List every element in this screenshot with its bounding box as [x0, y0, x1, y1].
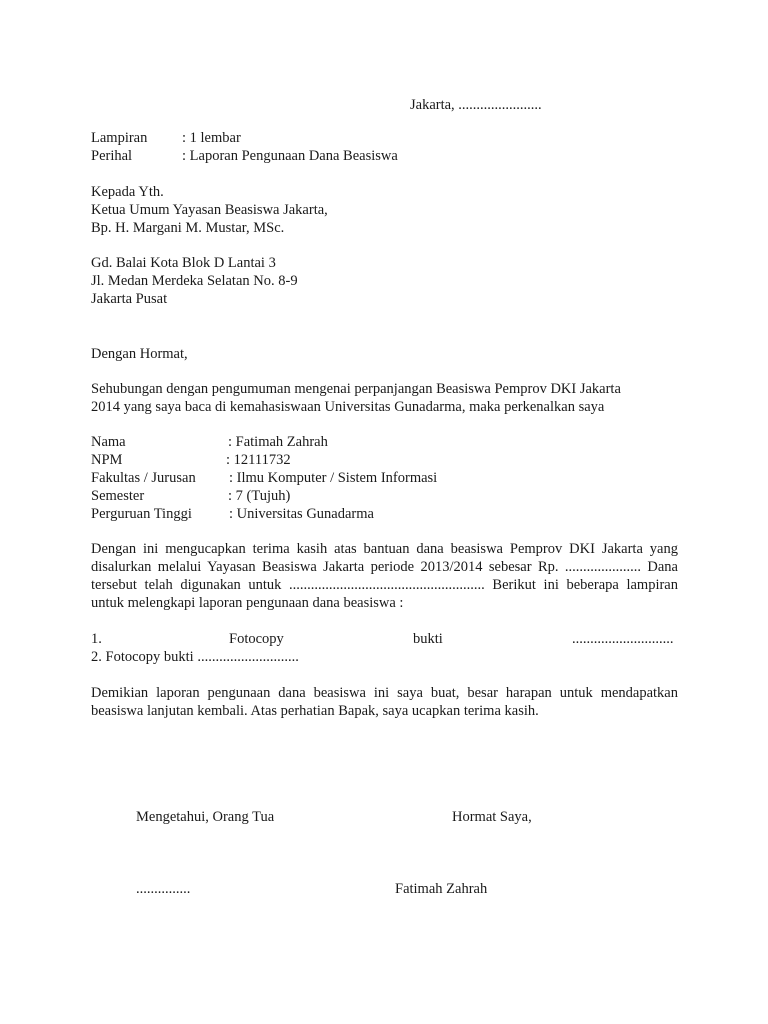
- attachment-1-word-bukti: bukti: [413, 631, 443, 647]
- place-date: Jakarta, .......................: [410, 97, 542, 113]
- lampiran-value: : 1 lembar: [182, 130, 241, 146]
- identity-label-nama: Nama: [91, 434, 126, 450]
- attachment-1-word-fotocopy: Fotocopy: [229, 631, 284, 647]
- thanks-paragraph: [91, 540, 678, 612]
- thanks-line-3: tersebut telah digunakan untuk ...................................................... Berikut ini beberapa lampiran: [91, 577, 678, 593]
- signature-left-title: Mengetahui, Orang Tua: [136, 809, 275, 825]
- attachment-1-number: 1.: [91, 631, 102, 647]
- closing-line-1: Demikian laporan pengunaan dana beasiswa ini saya buat, besar harapan untuk mendapatkan: [91, 685, 678, 701]
- identity-label-npm: NPM: [91, 452, 123, 468]
- closing-paragraph: [91, 684, 678, 720]
- identity-value-npm: : 12111732: [226, 452, 291, 468]
- signature-right-name: Fatimah Zahrah: [395, 881, 488, 897]
- identity-value-nama: : Fatimah Zahrah: [228, 434, 328, 450]
- intro-line-2: 2014 yang saya baca di kemahasiswaan Universitas Gunadarma, maka perkenalkan saya: [91, 399, 605, 415]
- recipient-title: Ketua Umum Yayasan Beasiswa Jakarta,: [91, 202, 328, 218]
- identity-value-perguruan: : Universitas Gunadarma: [229, 506, 374, 522]
- recipient-greeting: Kepada Yth.: [91, 184, 164, 200]
- identity-label-fakultas: Fakultas / Jurusan: [91, 470, 196, 486]
- thanks-line-4: untuk melengkapi laporan pengunaan dana beasiswa :: [91, 595, 404, 611]
- perihal-label: Perihal: [91, 148, 133, 164]
- address-line-1: Gd. Balai Kota Blok D Lantai 3: [91, 255, 276, 271]
- thanks-line-1: Dengan ini mengucapkan terima kasih atas bantuan dana beasiswa Pemprov DKI Jakarta yang: [91, 541, 678, 557]
- recipient-name: Bp. H. Margani M. Mustar, MSc.: [91, 220, 285, 236]
- thanks-line-2: disalurkan melalui Yayasan Beasiswa Jakarta periode 2013/2014 sebesar Rp. ..................... Dana: [91, 559, 678, 575]
- salutation: Dengan Hormat,: [91, 346, 188, 362]
- signature-left-name: ...............: [136, 881, 191, 897]
- identity-value-semester: : 7 (Tujuh): [228, 488, 291, 504]
- attachment-1-dots: ............................: [572, 631, 674, 647]
- lampiran-label: Lampiran: [91, 130, 148, 146]
- perihal-value: : Laporan Pengunaan Dana Beasiswa: [182, 148, 398, 164]
- identity-value-fakultas: : Ilmu Komputer / Sistem Informasi: [229, 470, 438, 486]
- identity-label-perguruan: Perguruan Tinggi: [91, 506, 192, 522]
- address-line-2: Jl. Medan Merdeka Selatan No. 8-9: [91, 273, 298, 289]
- intro-line-1: Sehubungan dengan pengumuman mengenai perpanjangan Beasiswa Pemprov DKI Jakarta: [91, 381, 621, 397]
- closing-line-2: beasiswa lanjutan kembali. Atas perhatian Bapak, saya ucapkan terima kasih.: [91, 703, 539, 719]
- attachment-2: 2. Fotocopy bukti ............................: [91, 649, 299, 665]
- identity-label-semester: Semester: [91, 488, 145, 504]
- signature-right-title: Hormat Saya,: [452, 809, 532, 825]
- address-line-3: Jakarta Pusat: [91, 291, 168, 307]
